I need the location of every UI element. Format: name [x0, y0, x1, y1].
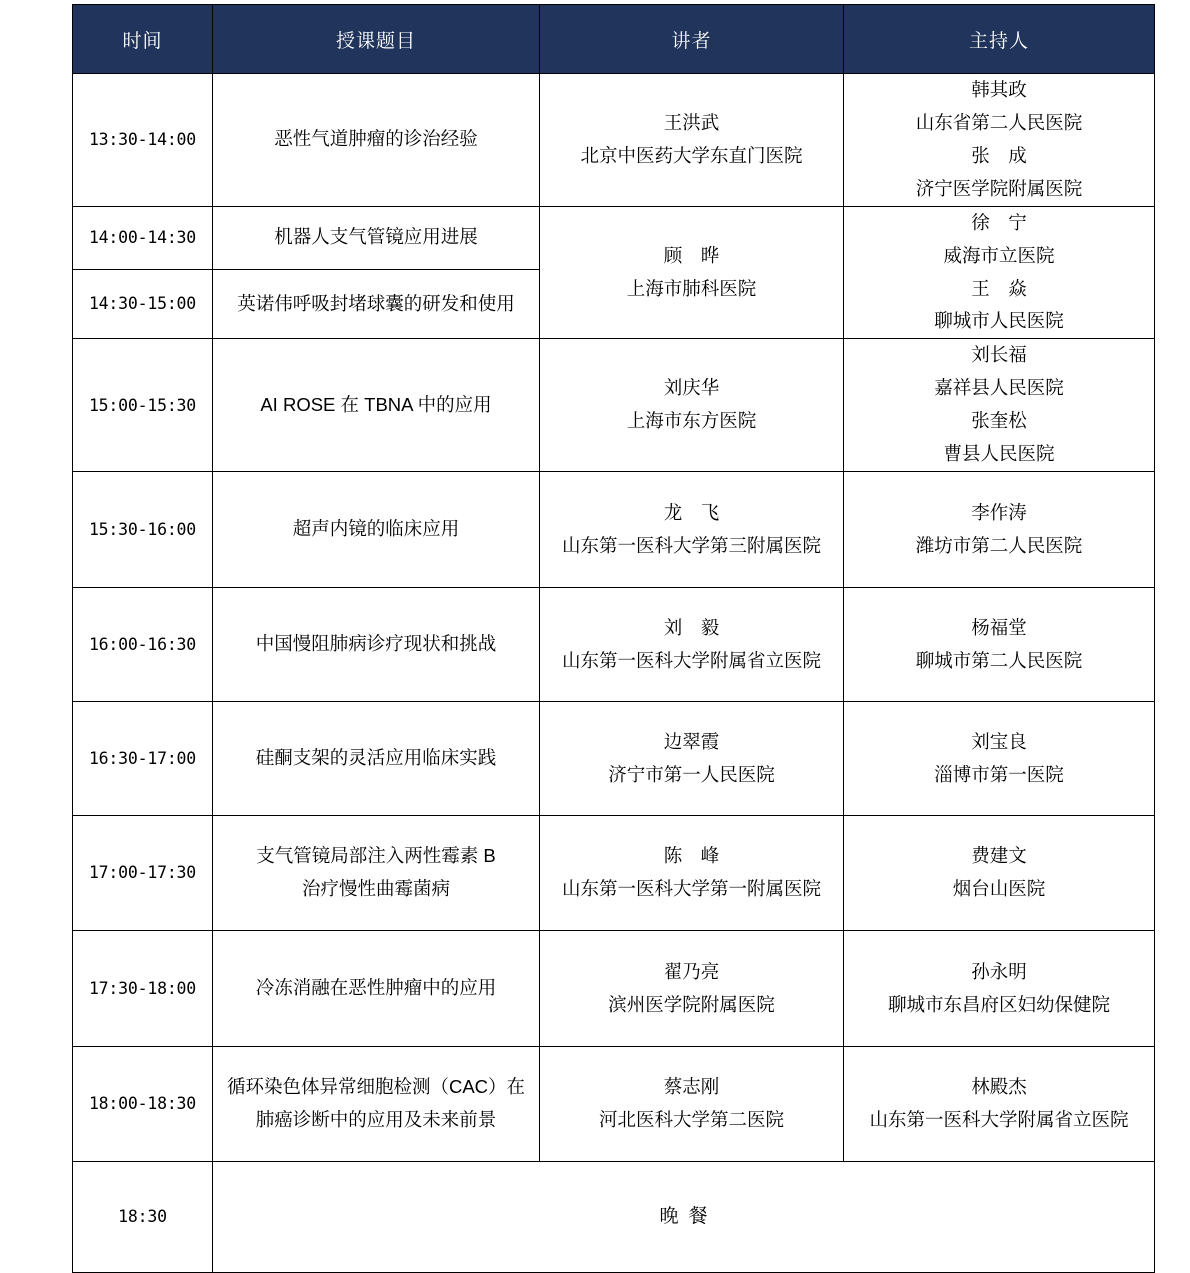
cell-line: 费建文	[971, 845, 1027, 867]
cell-topic	[213, 339, 540, 472]
cell-line: 支气管镜局部注入两性霉素 B	[256, 845, 496, 867]
cell-time: 15:30-16:00	[73, 472, 213, 588]
cell-topic	[213, 472, 540, 588]
cell-line: 恶性气道肿瘤的诊治经验	[274, 128, 478, 150]
table-row	[73, 816, 1155, 931]
cell-speaker	[540, 472, 844, 588]
cell-line: 山东第一医科大学附属省立医院	[561, 649, 821, 671]
cell-speaker	[540, 931, 844, 1047]
cell-line: 冷冻消融在恶性肿瘤中的应用	[255, 977, 497, 999]
table-row	[73, 206, 1155, 269]
cell-line: 循环染色体异常细胞检测（CAC）在	[226, 1076, 526, 1098]
cell-host	[844, 472, 1155, 588]
cell-speaker	[540, 702, 844, 816]
cell-line: 陈 峰	[663, 845, 720, 867]
cell-line: 济宁市第一人民医院	[608, 763, 775, 785]
cell-line: 山东第一医科大学第一附属医院	[561, 878, 821, 900]
cell-line: 河北医科大学第二医院	[598, 1109, 784, 1131]
cell-time: 16:30-17:00	[73, 702, 213, 816]
cell-host	[844, 588, 1155, 702]
table-header	[73, 5, 1155, 74]
cell-line: 刘宝良	[971, 730, 1027, 752]
cell-speaker	[540, 74, 844, 207]
column-header-topic: 授课题目	[213, 5, 540, 74]
cell-time: 15:00-15:30	[73, 339, 213, 472]
cell-line: 烟台山医院	[952, 878, 1046, 900]
cell-line: 龙 飞	[663, 501, 720, 523]
cell-line: 潍坊市第二人民医院	[915, 534, 1083, 556]
cell-line: 济宁医学院附属医院	[915, 177, 1083, 199]
cell-line: 聊城市人民医院	[934, 310, 1064, 332]
cell-host	[844, 74, 1155, 207]
column-header-host: 主持人	[844, 5, 1155, 74]
column-header-speaker: 讲者	[540, 5, 844, 74]
cell-speaker	[540, 588, 844, 702]
cell-line: 王 焱	[971, 277, 1027, 299]
cell-time: 18:30	[73, 1162, 213, 1273]
cell-topic	[213, 269, 540, 339]
cell-host	[844, 931, 1155, 1047]
cell-line: 顾 晔	[663, 244, 720, 266]
table-row	[73, 74, 1155, 207]
cell-line: 聊城市第二人民医院	[915, 649, 1083, 671]
cell-time: 16:00-16:30	[73, 588, 213, 702]
cell-line: 嘉祥县人民医院	[934, 377, 1064, 399]
cell-speaker	[540, 816, 844, 931]
table-row	[73, 931, 1155, 1047]
cell-host	[844, 206, 1155, 339]
cell-line: 上海市东方医院	[626, 410, 757, 432]
cell-time: 17:00-17:30	[73, 816, 213, 931]
cell-line: 机器人支气管镜应用进展	[274, 226, 478, 248]
table-row	[73, 339, 1155, 472]
cell-time: 14:00-14:30	[73, 206, 213, 269]
cell-meal: 晚餐	[213, 1162, 1155, 1273]
cell-line: 山东第一医科大学第三附属医院	[561, 534, 821, 556]
table-row	[73, 702, 1155, 816]
cell-line: 李作涛	[971, 501, 1027, 523]
cell-time: 17:30-18:00	[73, 931, 213, 1047]
table-row	[73, 1162, 1155, 1273]
schedule-table	[72, 4, 1155, 1273]
cell-host	[844, 339, 1155, 472]
cell-line: 北京中医药大学东直门医院	[580, 144, 803, 166]
cell-topic	[213, 588, 540, 702]
cell-speaker	[540, 206, 844, 339]
cell-time: 18:00-18:30	[73, 1047, 213, 1162]
cell-line: 英诺伟呼吸封堵球囊的研发和使用	[237, 292, 515, 314]
cell-line: 山东省第二人民医院	[915, 111, 1083, 133]
cell-line: 林殿杰	[971, 1076, 1027, 1098]
cell-topic	[213, 816, 540, 931]
cell-speaker	[540, 339, 844, 472]
cell-line: 聊城市东昌府区妇幼保健院	[887, 993, 1110, 1015]
cell-host	[844, 1047, 1155, 1162]
cell-line: 硅酮支架的灵活应用临床实践	[255, 747, 497, 769]
column-header-time: 时间	[73, 5, 213, 74]
cell-topic	[213, 74, 540, 207]
cell-line: 山东第一医科大学附属省立医院	[869, 1109, 1129, 1131]
cell-line: 滨州医学院附属医院	[608, 993, 775, 1015]
table-body	[73, 74, 1155, 1273]
cell-line: 孙永明	[971, 960, 1027, 982]
header-row	[73, 5, 1155, 74]
cell-line: 韩其政	[971, 79, 1027, 100]
table-row	[73, 472, 1155, 588]
cell-line: 治疗慢性曲霉菌病	[301, 878, 450, 900]
cell-line: 中国慢阻肺病诊疗现状和挑战	[255, 633, 497, 655]
cell-host	[844, 702, 1155, 816]
cell-line: 超声内镜的临床应用	[292, 518, 460, 540]
cell-line: 蔡志刚	[663, 1076, 720, 1098]
cell-speaker	[540, 1047, 844, 1162]
cell-topic	[213, 702, 540, 816]
cell-line: 肺癌诊断中的应用及未来前景	[255, 1109, 497, 1131]
cell-topic	[213, 206, 540, 269]
cell-line: 刘庆华	[663, 377, 720, 399]
cell-line: 张奎松	[971, 410, 1027, 432]
cell-line: 刘长福	[971, 344, 1027, 366]
cell-line: 杨福堂	[971, 616, 1027, 638]
cell-line: 边翠霞	[663, 730, 720, 752]
cell-line: 淄博市第一医院	[934, 763, 1064, 785]
cell-time: 13:30-14:00	[73, 74, 213, 207]
table-row	[73, 1047, 1155, 1162]
cell-line: 张 成	[971, 144, 1027, 166]
cell-line: 曹县人民医院	[943, 443, 1055, 465]
cell-time: 14:30-15:00	[73, 269, 213, 339]
cell-topic	[213, 1047, 540, 1162]
cell-line: 威海市立医院	[943, 244, 1055, 266]
cell-line: 刘 毅	[663, 616, 720, 638]
cell-line: AI ROSE 在 TBNA 中的应用	[260, 393, 492, 415]
cell-line: 王洪武	[663, 111, 720, 133]
cell-line: 徐 宁	[971, 211, 1027, 233]
cell-line: 上海市肺科医院	[626, 277, 757, 299]
cell-topic	[213, 931, 540, 1047]
cell-line: 翟乃亮	[663, 960, 720, 982]
table-row	[73, 588, 1155, 702]
cell-host	[844, 816, 1155, 931]
